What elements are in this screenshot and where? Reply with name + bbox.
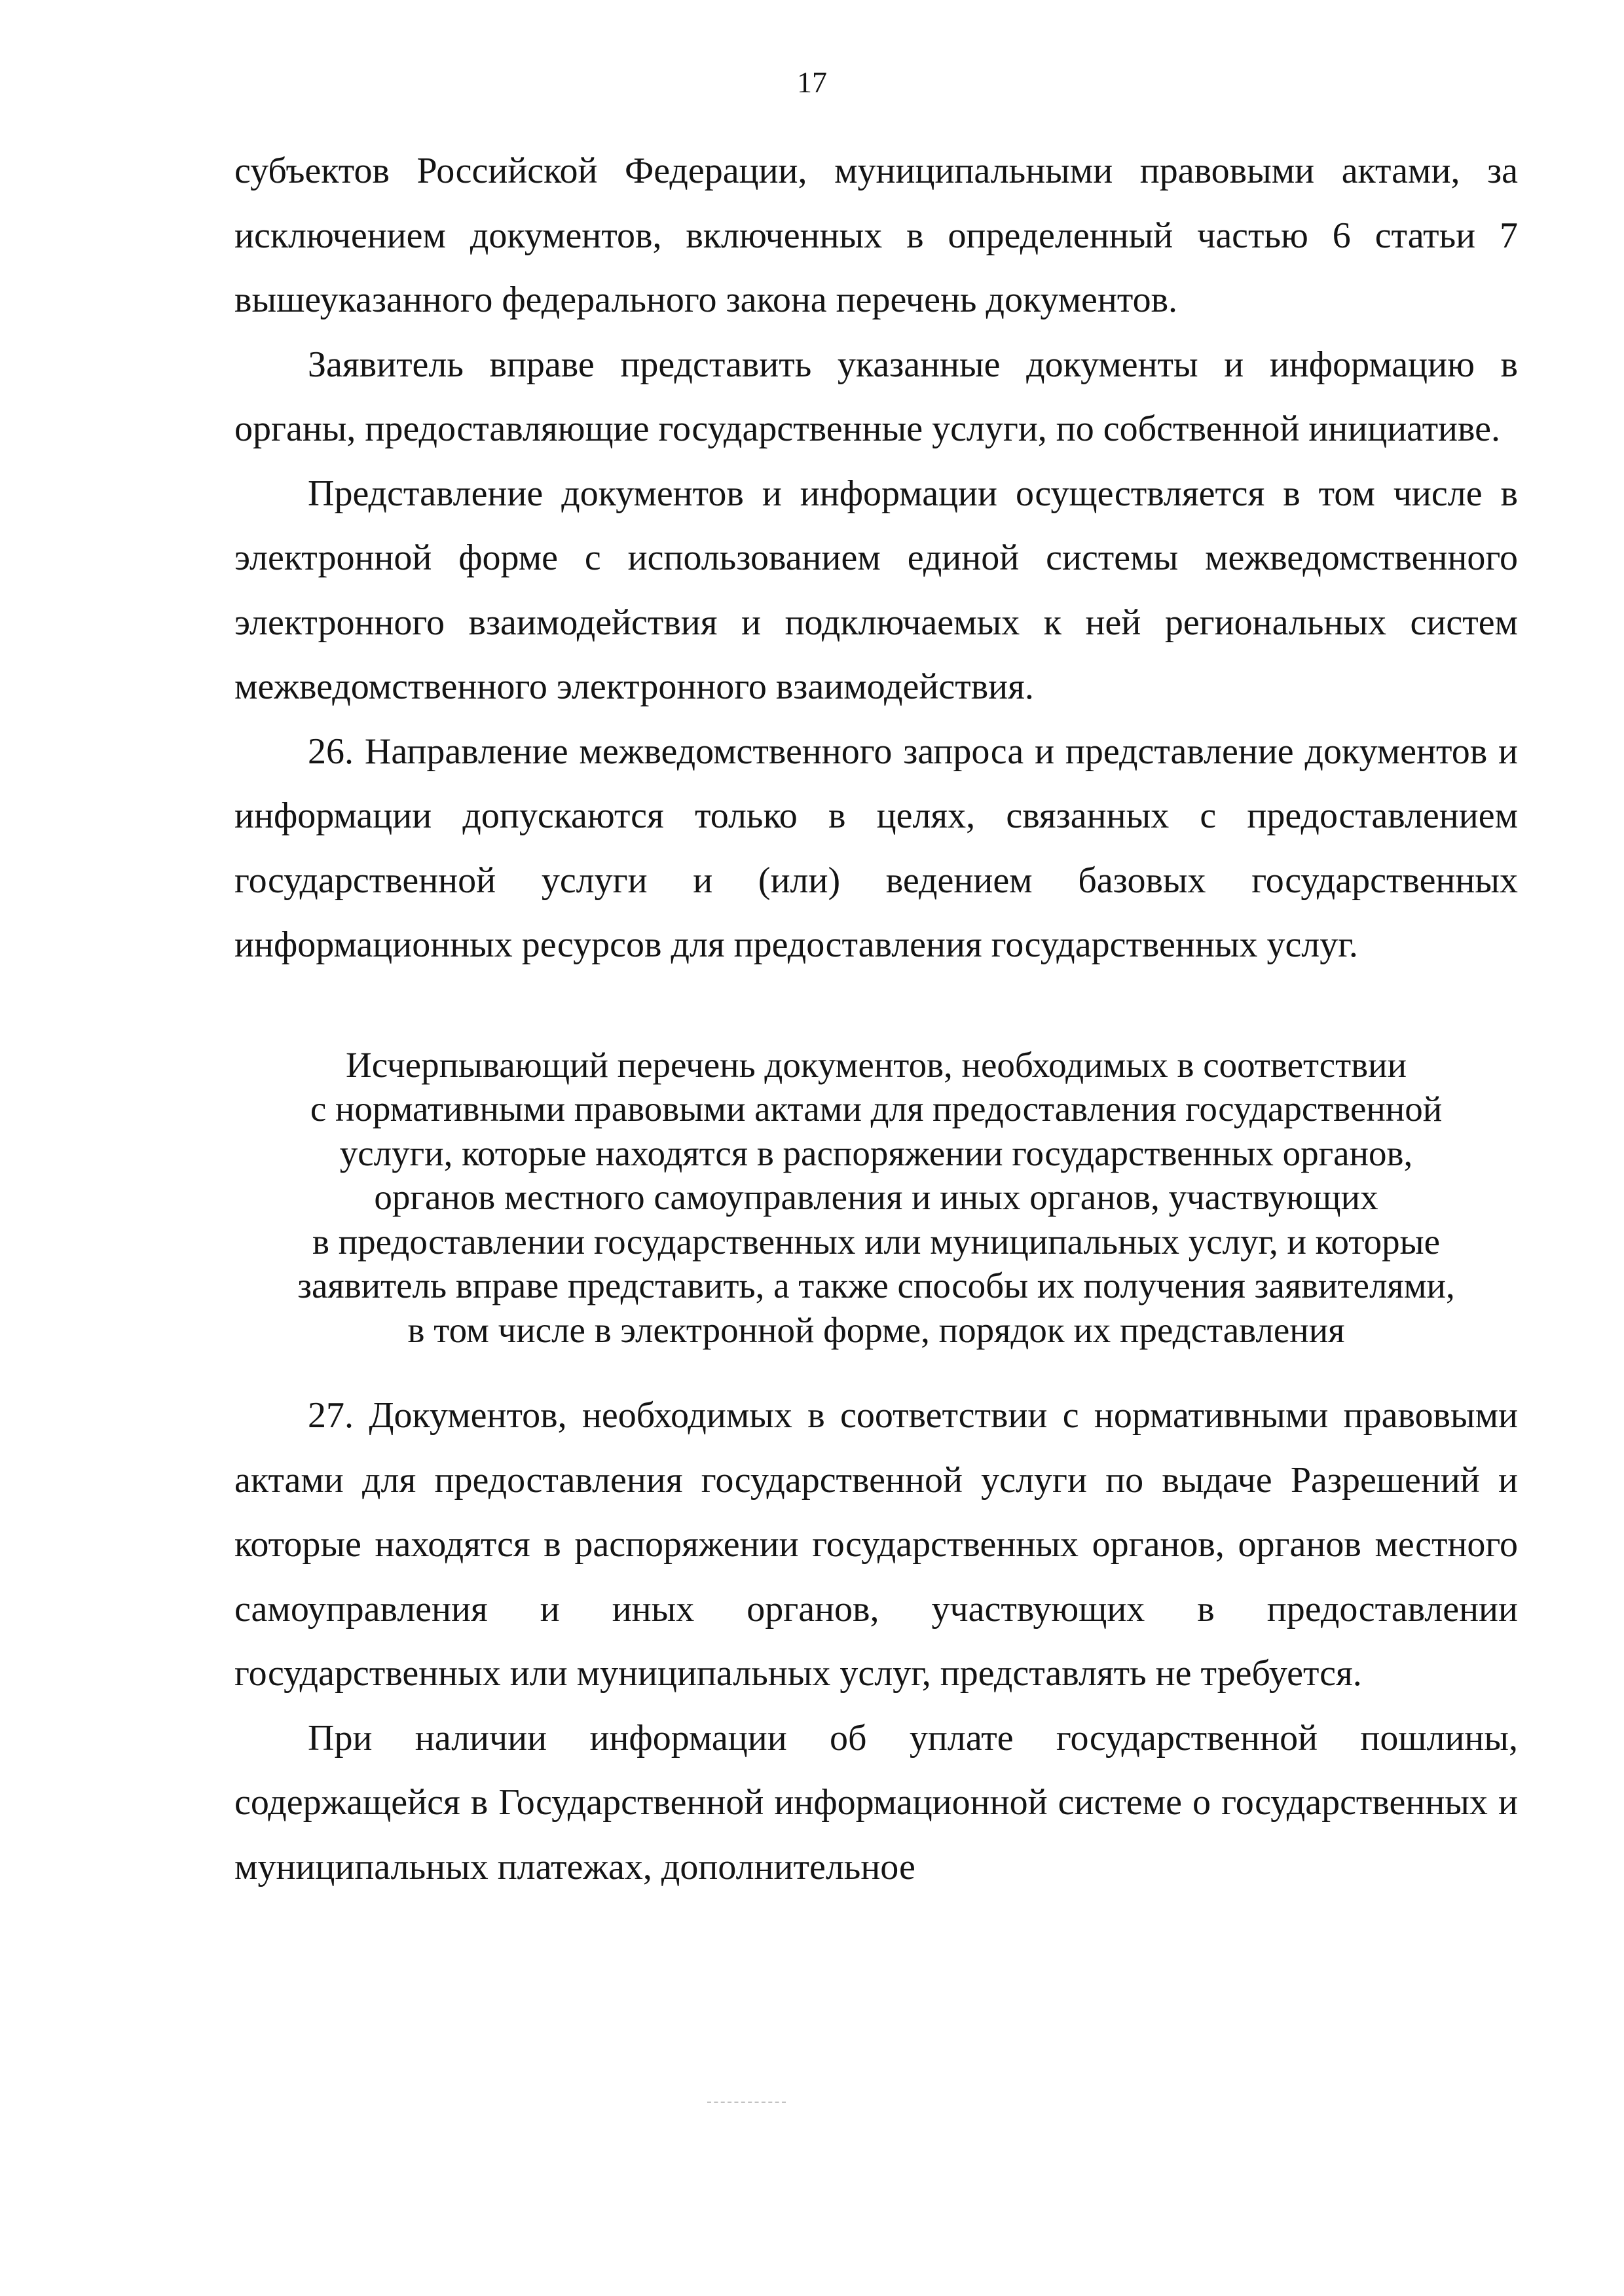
paragraph-applicant-right: Заявитель вправе представить указанные документы и информацию в органы, предоставляющие государственные услуги, по собственной инициативе. — [234, 344, 1518, 449]
heading-line: услуги, которые находятся в распоряжении государственных органов, — [339, 1133, 1413, 1173]
page-number: 17 — [797, 65, 827, 99]
paragraph-state-duty: При наличии информации об уплате государственной пошлины, содержащейся в Государственной информационной системе о государственных и муниципальных платежах, дополнительное — [234, 1717, 1518, 1887]
heading-line: заявитель вправе представить, а также способы их получения заявителями, — [297, 1266, 1455, 1305]
heading-line: в том числе в электронной форме, порядок их представления — [407, 1309, 1345, 1350]
heading-line: в предоставлении государственных или муниципальных услуг, и которые — [312, 1221, 1440, 1262]
heading-line: органов местного самоуправления и иных органов, участвующих — [374, 1177, 1378, 1217]
scan-artifact — [707, 2102, 786, 2108]
section-heading — [234, 1043, 1518, 1353]
heading-line: с нормативными правовыми актами для предоставления государственной — [310, 1089, 1443, 1129]
document-body — [234, 139, 1518, 1899]
heading-line: Исчерпывающий перечень документов, необходимых в соответствии — [345, 1044, 1407, 1085]
paragraph-electronic-submission: Представление документов и информации осуществляется в том числе в электронной форме с использованием единой системы межведомственного электронного взаимодействия и подключаемых к ней региональных систем межведомственного электронного взаимодействия. — [234, 473, 1518, 707]
paragraph-continuation: субъектов Российской Федерации, муниципальными правовыми актами, за исключением документов, включенных в определенный частью 6 статьи 7 вышеуказанного федерального закона перечень документов. — [234, 151, 1518, 320]
paragraph-item-27: 27. Документов, необходимых в соответствии с нормативными правовыми актами для предоставления государственной услуги по выдаче Разрешений и которые находятся в распоряжении государственных органов, органов местного самоуправления и иных органов, участвующих в предоставлении государственных или муниципальных услуг, представлять не требуется. — [234, 1395, 1518, 1694]
paragraph-item-26: 26. Направление межведомственного запроса и представление документов и информации допускаются только в целях, связанных с предоставлением государственной услуги и (или) ведением базовых государственных информационных ресурсов для предоставления государственных услуг. — [234, 731, 1518, 965]
